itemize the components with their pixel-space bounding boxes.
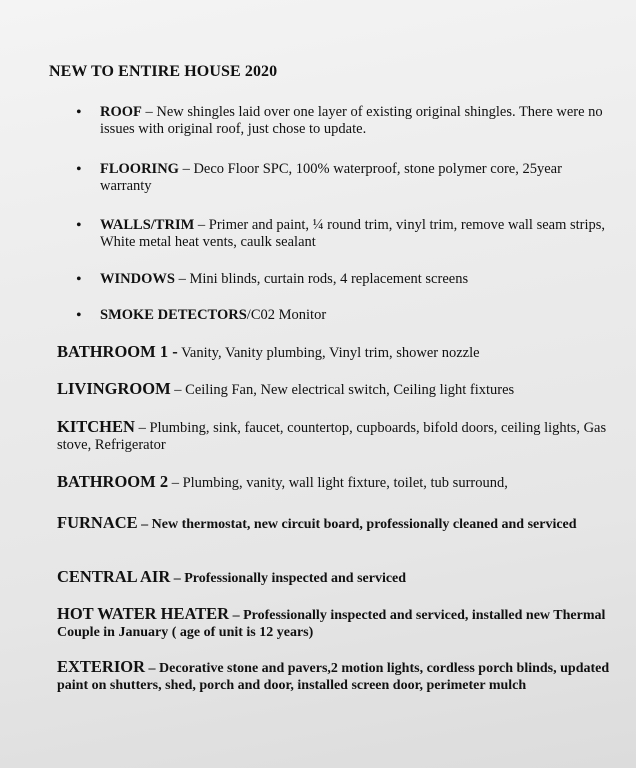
section-hot-water-heater — [57, 605, 612, 641]
bullet-item-walls-trim — [76, 217, 610, 251]
section-exterior — [57, 658, 612, 694]
bullet-item-smoke-detectors — [76, 307, 610, 324]
bullet-icon: • — [76, 271, 82, 288]
section-heading: FURNACE — [57, 513, 138, 532]
bullet-icon: • — [76, 161, 82, 178]
bullet-text: Deco Floor SPC, 100% waterproof, stone polymer core, 25year warranty — [100, 161, 562, 194]
bullet-separator: – — [174, 271, 190, 287]
section-heading: LIVINGROOM — [57, 379, 171, 398]
section-heading: CENTRAL AIR — [57, 567, 171, 586]
section-text: – Professionally inspected and serviced — [170, 571, 407, 586]
bullet-text: Mini blinds, curtain rods, 4 replacement screens — [189, 271, 469, 287]
section-kitchen — [57, 418, 612, 454]
section-heading: BATHROOM 2 — [57, 472, 169, 491]
section-central-air — [57, 568, 612, 587]
bullet-icon: • — [76, 217, 82, 234]
section-text: Vanity, Vanity plumbing, Vinyl trim, shower nozzle — [177, 345, 480, 361]
section-furnace — [57, 514, 612, 533]
bullet-item-flooring — [76, 161, 610, 195]
bullet-text: /C02 Monitor — [246, 307, 327, 323]
section-heading: KITCHEN — [57, 417, 135, 436]
bullet-label: WALLS/TRIM — [100, 217, 195, 233]
section-heading: HOT WATER HEATER — [57, 604, 230, 623]
section-text: – Plumbing, vanity, wall light fixture, toilet, tub surround, — [168, 475, 508, 491]
bullet-label: FLOORING — [100, 161, 179, 177]
bullet-label: WINDOWS — [100, 271, 175, 287]
bullet-label: ROOF — [100, 104, 142, 120]
bullet-separator: – — [141, 104, 157, 120]
section-heading: BATHROOM 1 - — [57, 342, 178, 361]
bullet-label: SMOKE DETECTORS — [100, 307, 247, 323]
section-heading: EXTERIOR — [57, 657, 146, 676]
section-text: – Decorative stone and pavers,2 motion lights, cordless porch blinds, updated paint on shutters, shed, porch and door, installed screen door, perimeter mulch — [57, 661, 610, 693]
bullet-item-windows — [76, 271, 610, 288]
section-text: – Ceiling Fan, New electrical switch, Ceiling light fixtures — [170, 382, 515, 398]
bullet-icon: • — [76, 307, 82, 324]
bullet-text: New shingles laid over one layer of existing original shingles. There were no issues with original roof, just chose to update. — [100, 104, 603, 137]
section-bathroom-1 — [57, 343, 612, 362]
bullet-item-roof — [76, 104, 610, 138]
section-text: – Plumbing, sink, faucet, countertop, cupboards, bifold doors, ceiling lights, Gas stove, Refrigerator — [57, 420, 607, 453]
section-livingroom — [57, 380, 612, 399]
section-text: – Professionally inspected and serviced, installed new Thermal Couple in January ( age of unit is 12 years) — [57, 608, 606, 640]
section-text: – New thermostat, new circuit board, professionally cleaned and serviced — [137, 517, 577, 532]
bullet-separator: – — [178, 161, 194, 177]
page-title: NEW TO ENTIRE HOUSE 2020 — [49, 63, 278, 80]
section-bathroom-2 — [57, 473, 612, 492]
bullet-separator: – — [194, 217, 209, 233]
bullet-icon: • — [76, 104, 82, 121]
bullet-text: Primer and paint, ¼ round trim, vinyl trim, remove wall seam strips, White metal heat vents, caulk sealant — [100, 217, 606, 250]
